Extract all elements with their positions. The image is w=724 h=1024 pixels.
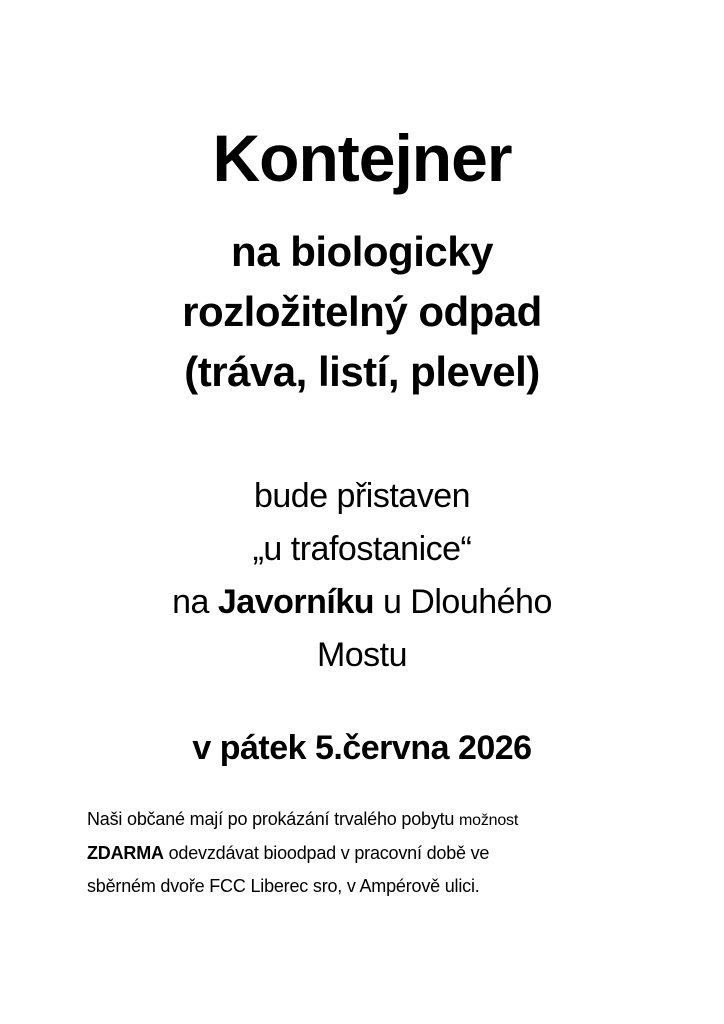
location-prefix: na	[172, 583, 218, 621]
note-line-2	[87, 837, 657, 870]
location-block	[0, 470, 724, 682]
note-line-3: sběrném dvoře FCC Liberec sro, v Ampérově ulici.	[87, 876, 480, 896]
info-note	[87, 803, 657, 903]
note-line-1-main: Naši občané mají po prokázání trvalého pobytu	[87, 809, 460, 829]
note-line-1-small: možnost	[459, 812, 519, 829]
notice-title: Kontejner	[212, 121, 512, 195]
subtitle-line-3: (tráva, listí, plevel)	[184, 348, 540, 395]
location-line-4: Mostu	[316, 636, 408, 674]
location-place: Javorníku	[217, 583, 374, 621]
location-line-3	[0, 576, 724, 629]
collection-date: v pátek 5.června 2026	[192, 729, 532, 767]
note-line-2-rest: odevzdávat bioodpad v pracovní době ve	[163, 843, 490, 863]
notice-subtitle	[0, 222, 724, 402]
note-line-1	[87, 803, 657, 837]
location-suffix: u Dlouhého	[374, 583, 552, 621]
note-free-label: ZDARMA	[87, 843, 164, 863]
location-line-1: bude přistaven	[253, 477, 471, 515]
subtitle-line-2: rozložitelný odpad	[182, 288, 542, 335]
location-line-2: „u trafostanice“	[252, 530, 472, 568]
subtitle-line-1: na biologicky	[231, 228, 493, 275]
